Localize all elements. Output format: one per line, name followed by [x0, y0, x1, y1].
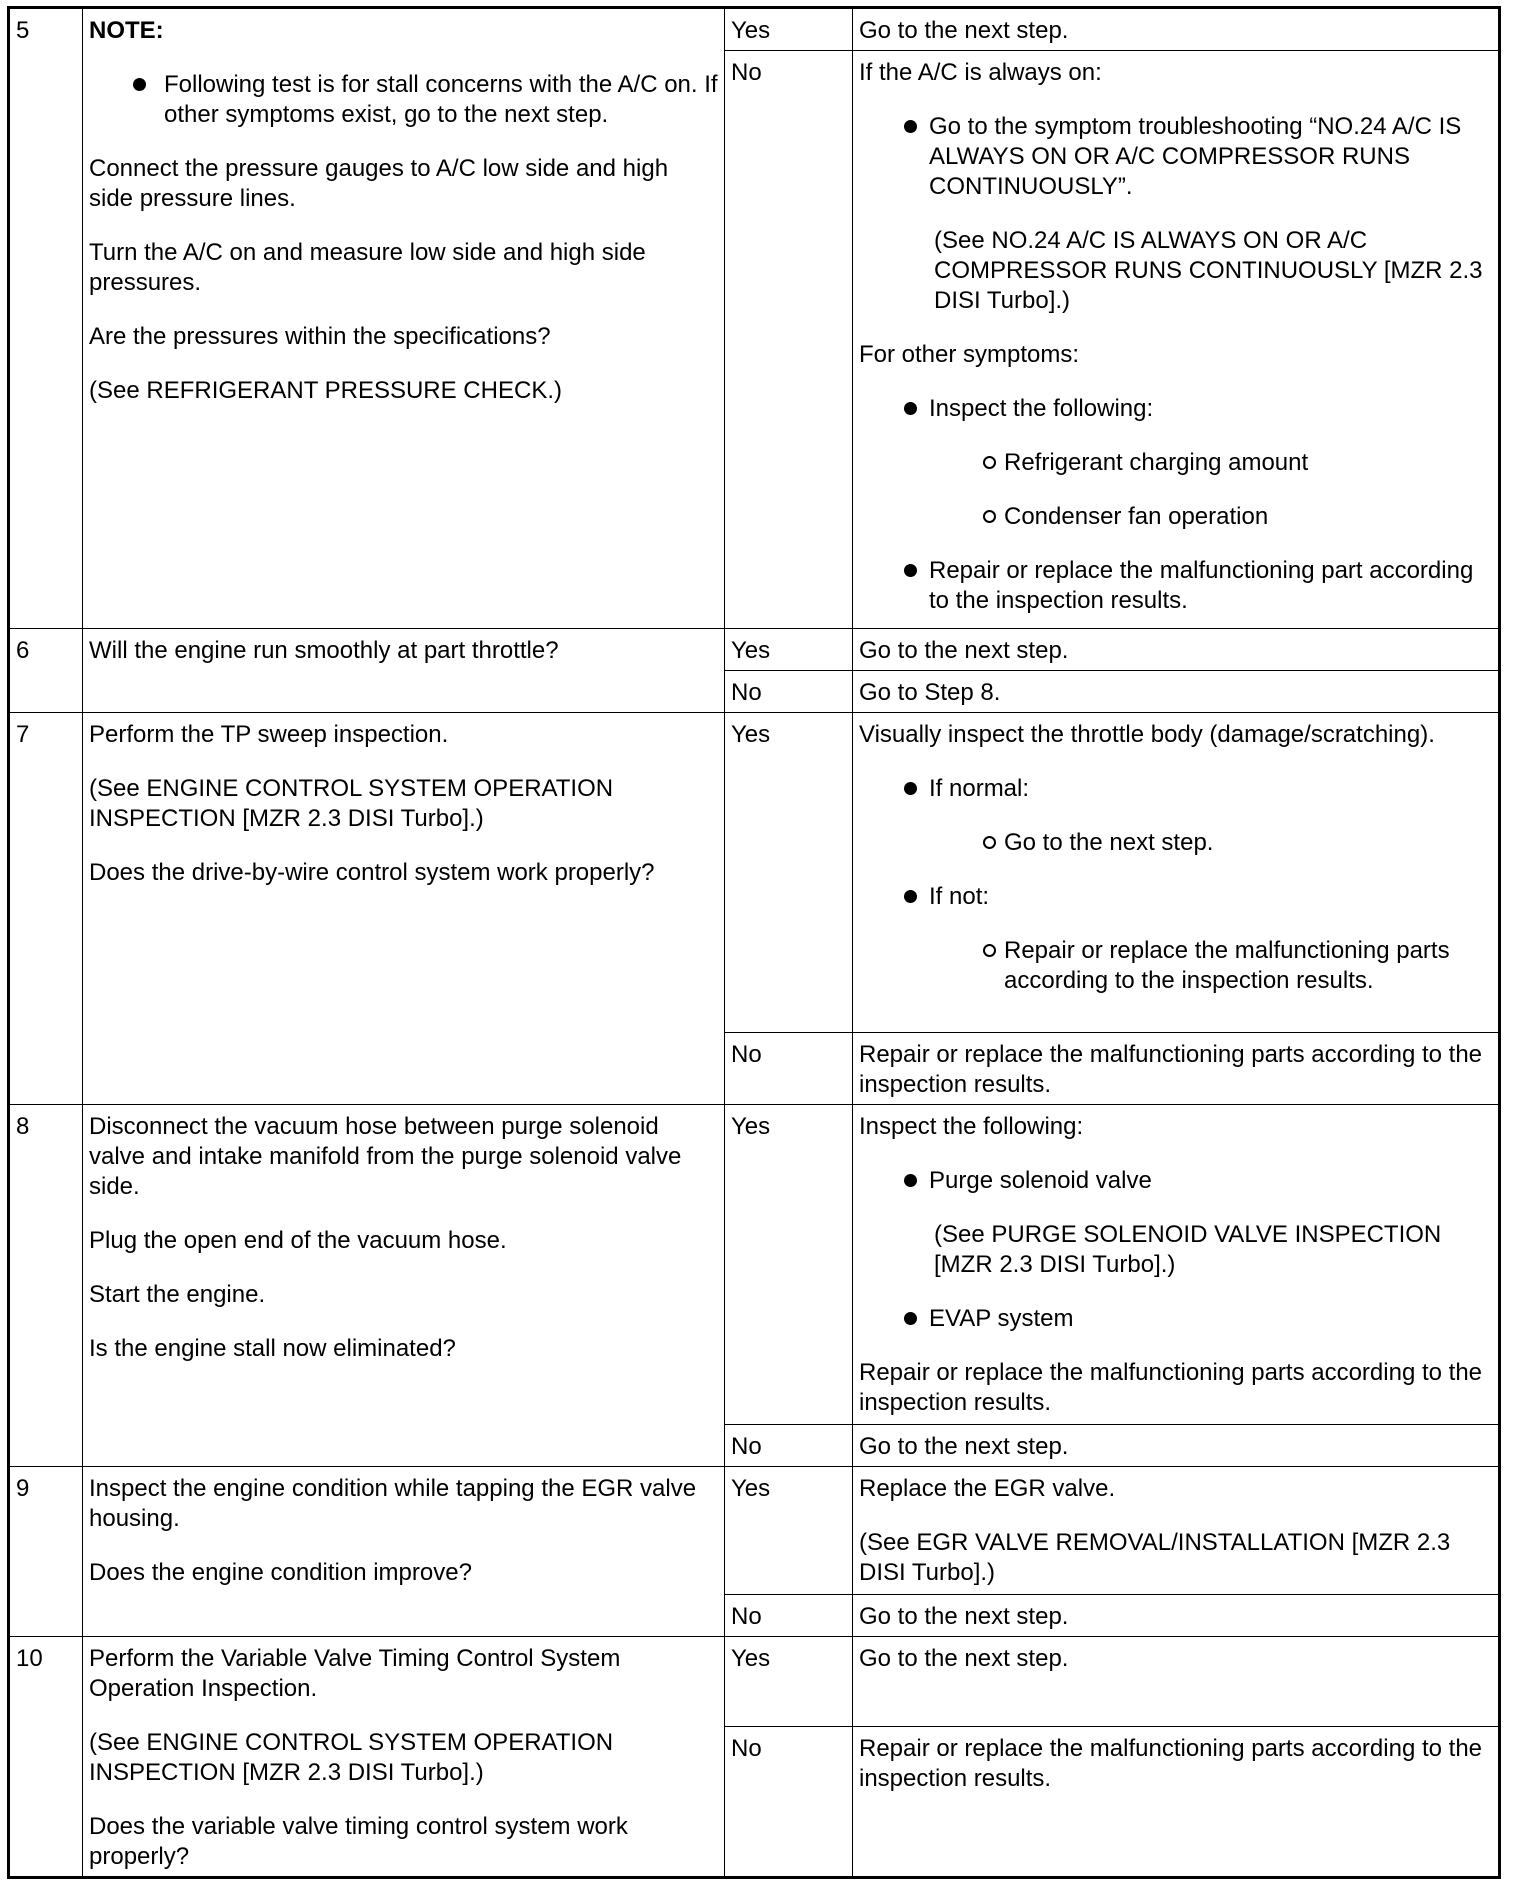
no-label: No	[725, 1595, 853, 1637]
yes-label: Yes	[725, 713, 853, 1033]
instruction-text: Disconnect the vacuum hose between purge solenoid valve and intake manifold from the purge solenoid valve side.	[89, 1113, 682, 1200]
yes-label: Yes	[725, 1105, 853, 1425]
step-instructions	[83, 1637, 725, 1878]
step-5-yes-row	[9, 8, 1500, 51]
instruction-text: Start the engine.	[89, 1281, 266, 1308]
no-label: No	[725, 671, 853, 713]
no-action: Repair or replace the malfunctioning parts according to the inspection results.	[853, 1727, 1500, 1878]
step-9-yes-row	[9, 1467, 1500, 1595]
step-number: 8	[9, 1105, 83, 1467]
question-text: Does the variable valve timing control system work properly?	[89, 1813, 628, 1870]
action-bullet: If not:	[859, 882, 1492, 912]
reference-text: (See PURGE SOLENOID VALVE INSPECTION [MZR 2.3 DISI Turbo].)	[934, 1221, 1442, 1278]
action-text: If the A/C is always on:	[859, 59, 1102, 86]
no-action: Go to the next step.	[853, 1425, 1500, 1467]
step-instructions	[83, 713, 725, 1105]
action-sub-bullet: Condenser fan operation	[859, 502, 1492, 532]
action-bullet: Inspect the following:	[859, 394, 1492, 424]
no-label: No	[725, 1727, 853, 1878]
reference-text: (See NO.24 A/C IS ALWAYS ON OR A/C COMPRESSOR RUNS CONTINUOUSLY [MZR 2.3 DISI Turbo].)	[934, 227, 1483, 314]
reference-text: (See EGR VALVE REMOVAL/INSTALLATION [MZR 2.3 DISI Turbo].)	[859, 1529, 1451, 1586]
instruction-text: Perform the Variable Valve Timing Control System Operation Inspection.	[89, 1645, 621, 1702]
step-7-yes-row	[9, 713, 1500, 1033]
note-bullet: Following test is for stall concerns with the A/C on. If other symptoms exist, go to the next step.	[89, 70, 718, 130]
yes-action: Go to the next step.	[853, 629, 1500, 671]
step-number: 10	[9, 1637, 83, 1878]
no-action	[853, 51, 1500, 629]
action-text: Visually inspect the throttle body (damage/scratching).	[859, 721, 1435, 748]
instruction-text: Inspect the engine condition while tapping the EGR valve housing.	[89, 1475, 697, 1532]
step-instructions	[83, 1467, 725, 1637]
step-8-yes-row	[9, 1105, 1500, 1425]
action-bullet: Go to the symptom troubleshooting “NO.24 A/C IS ALWAYS ON OR A/C COMPRESSOR RUNS CONTINUOUSLY”.	[859, 112, 1492, 202]
reference-text: (See REFRIGERANT PRESSURE CHECK.)	[89, 377, 562, 404]
yes-label: Yes	[725, 8, 853, 51]
yes-action	[853, 1467, 1500, 1595]
action-bullet: EVAP system	[859, 1304, 1492, 1334]
action-sub-bullet: Go to the next step.	[859, 828, 1492, 858]
action-text: Repair or replace the malfunctioning parts according to the inspection results.	[859, 1359, 1483, 1416]
question-text: Does the engine condition improve?	[89, 1559, 472, 1586]
step-6-yes-row	[9, 629, 1500, 671]
action-text: For other symptoms:	[859, 341, 1080, 368]
no-action: Go to Step 8.	[853, 671, 1500, 713]
instruction-text: Turn the A/C on and measure low side and high side pressures.	[89, 239, 646, 296]
instruction-text: Perform the TP sweep inspection.	[89, 721, 449, 748]
yes-label: Yes	[725, 629, 853, 671]
diagnostic-procedure-table	[7, 6, 1501, 1879]
step-instructions	[83, 8, 725, 629]
no-action: Go to the next step.	[853, 1595, 1500, 1637]
reference-text: (See ENGINE CONTROL SYSTEM OPERATION INSPECTION [MZR 2.3 DISI Turbo].)	[89, 1729, 614, 1786]
step-number: 7	[9, 713, 83, 1105]
yes-label: Yes	[725, 1467, 853, 1595]
instruction-text: Plug the open end of the vacuum hose.	[89, 1227, 507, 1254]
action-sub-bullet: Refrigerant charging amount	[859, 448, 1492, 478]
question-text: Is the engine stall now eliminated?	[89, 1335, 456, 1362]
action-sub-bullet: Repair or replace the malfunctioning parts according to the inspection results.	[859, 936, 1492, 996]
no-label: No	[725, 51, 853, 629]
action-bullet: If normal:	[859, 774, 1492, 804]
step-number: 5	[9, 8, 83, 629]
question-text: Are the pressures within the specifications?	[89, 323, 551, 350]
yes-label: Yes	[725, 1637, 853, 1727]
action-bullet: Repair or replace the malfunctioning part according to the inspection results.	[859, 556, 1492, 616]
instruction-text: Connect the pressure gauges to A/C low side and high side pressure lines.	[89, 155, 669, 212]
no-label: No	[725, 1033, 853, 1105]
note-label: NOTE:	[89, 17, 164, 44]
yes-action: Go to the next step.	[853, 8, 1500, 51]
step-instructions: Will the engine run smoothly at part throttle?	[83, 629, 725, 713]
no-action: Repair or replace the malfunctioning parts according to the inspection results.	[853, 1033, 1500, 1105]
reference-text: (See ENGINE CONTROL SYSTEM OPERATION INSPECTION [MZR 2.3 DISI Turbo].)	[89, 775, 614, 832]
yes-action	[853, 713, 1500, 1033]
action-text: Replace the EGR valve.	[859, 1475, 1116, 1502]
yes-action: Go to the next step.	[853, 1637, 1500, 1727]
no-label: No	[725, 1425, 853, 1467]
yes-action	[853, 1105, 1500, 1425]
question-text: Does the drive-by-wire control system work properly?	[89, 859, 655, 886]
step-10-yes-row	[9, 1637, 1500, 1727]
step-instructions	[83, 1105, 725, 1467]
action-bullet: Purge solenoid valve	[859, 1166, 1492, 1196]
step-number: 9	[9, 1467, 83, 1637]
step-number: 6	[9, 629, 83, 713]
action-text: Inspect the following:	[859, 1113, 1084, 1140]
